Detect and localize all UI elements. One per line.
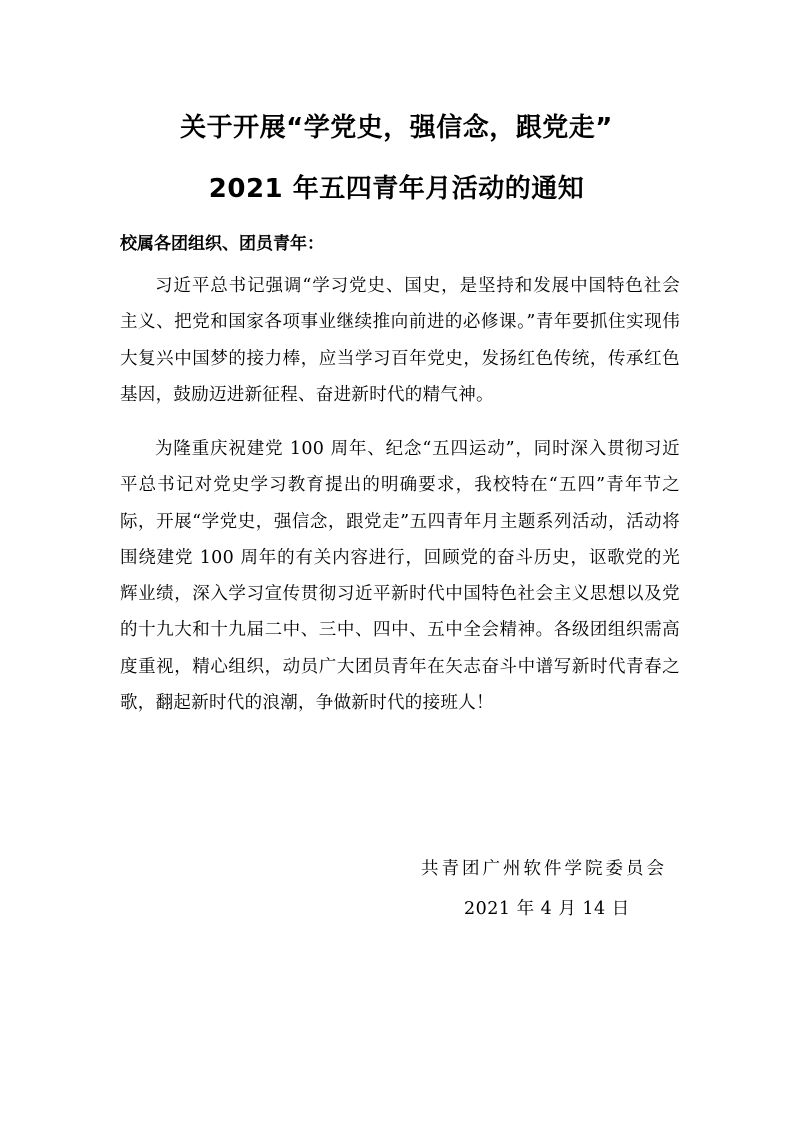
title-line-2: 2021 年五四青年月活动的通知 (208, 174, 585, 204)
body-paragraph-2: 为隆重庆祝建党 100 周年、纪念“五四运动”，同时深入贯彻习近平总书记对党史学习教育提出的明确要求，我校特在“五四”青年节之际，开展“学党史，强信念，跟党走”五四青年月主题系列活动，活动将围绕建党 100 周年的有关内容进行，回顾党的奋斗历史，讴歌党的光辉业绩，深入学习宣传贯彻习近平新时代中国特色社会主义思想以及党的十九大和十九届二中、三中、四中、五中全会精神。各级团组织需高度重视，精心组织，动员广大团员青年在矢志奋斗中谱写新时代青春之歌，翻起新时代的浪潮，争做新时代的接班人！ (120, 439, 680, 714)
salutation: 校属各团组织、团员青年： (120, 234, 324, 254)
title-line-1: 关于开展“学党史，强信念，跟党走” (180, 113, 613, 143)
signature-organization: 共青团广州软件学院委员会 (421, 859, 667, 879)
signature-date: 2021 年 4 月 14 日 (464, 899, 630, 919)
body-paragraph-1: 习近平总书记强调“学习党史、国史，是坚持和发展中国特色社会主义、把党和国家各项事业继续推向前进的必修课。”青年要抓住实现伟大复兴中国梦的接力棒，应当学习百年党史，发扬红色传统，传承红色基因，鼓励迈进新征程、奋进新时代的精气神。 (120, 276, 680, 405)
